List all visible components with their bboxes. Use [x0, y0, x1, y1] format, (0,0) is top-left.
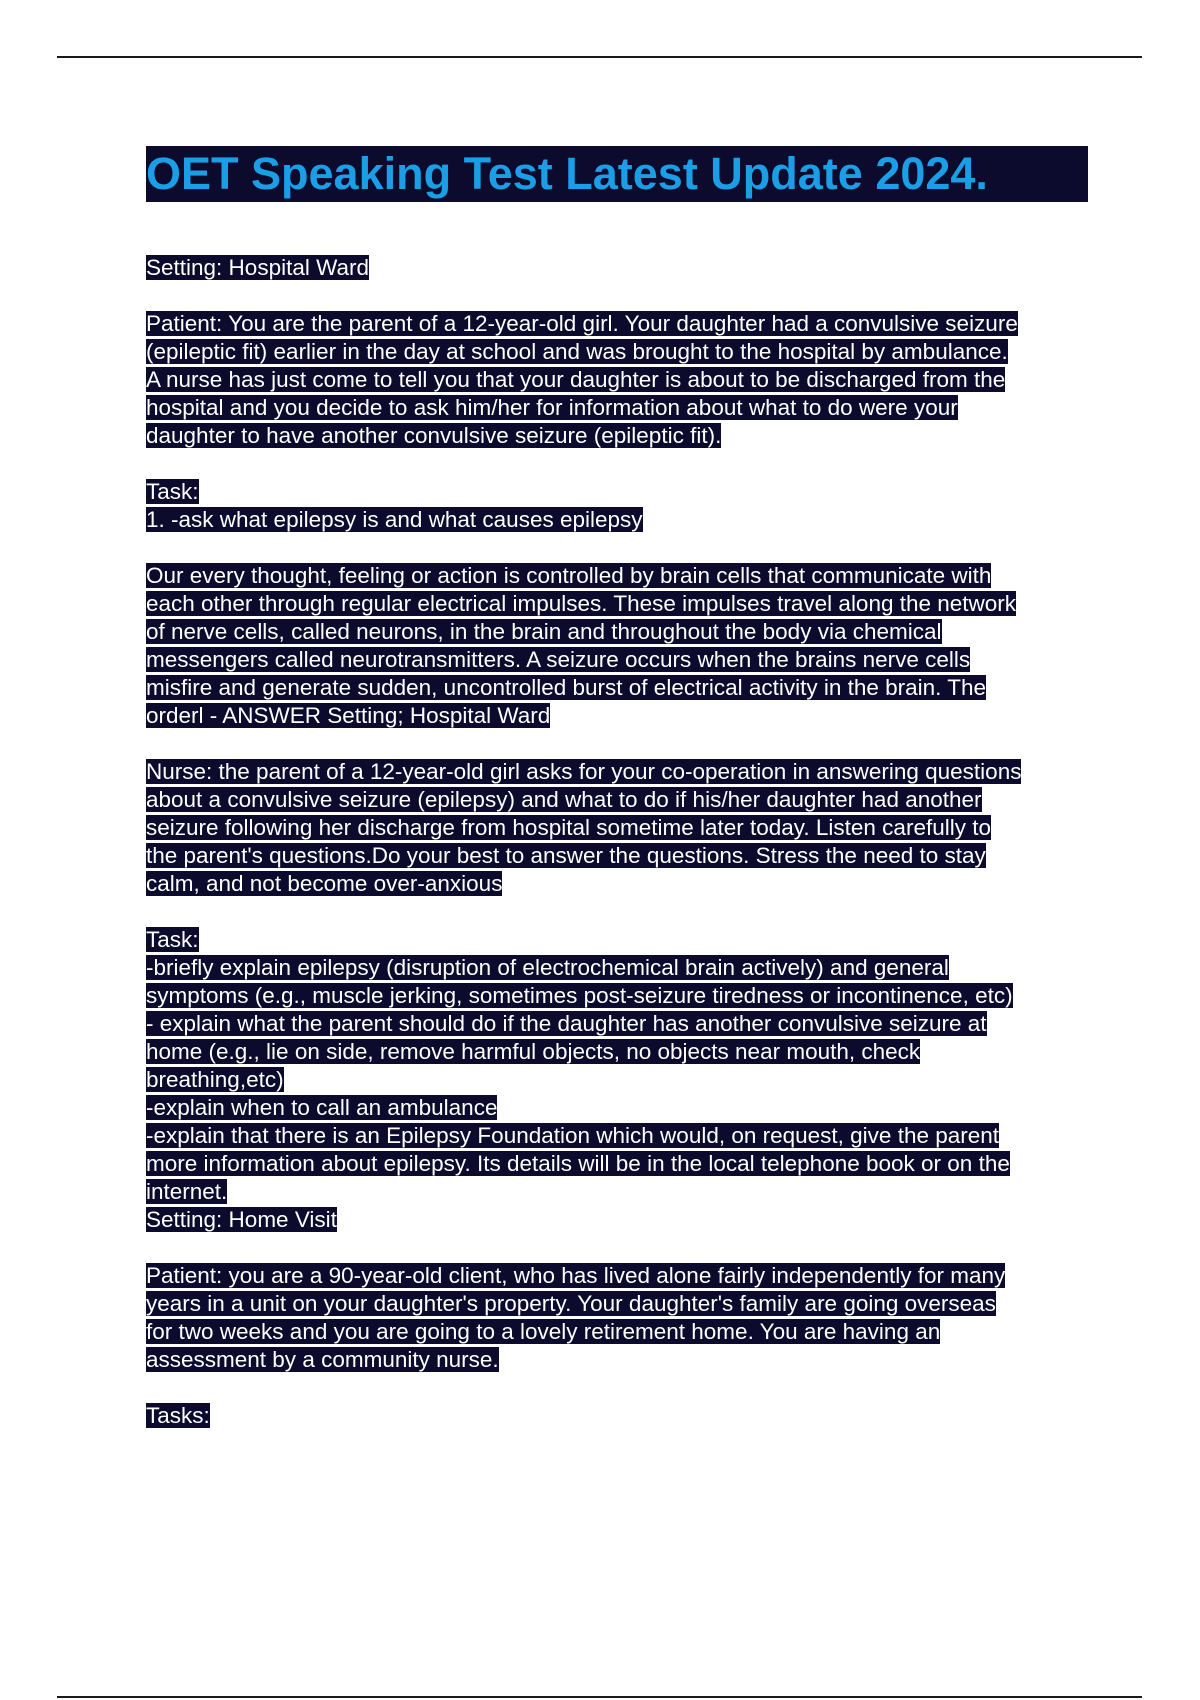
highlighted-text: Patient: you are a 90-year-old client, who has lived alone fairly independently for many — [146, 1263, 1006, 1288]
paragraph-gap — [146, 1374, 1146, 1402]
highlighted-text: more information about epilepsy. Its details will be in the local telephone book or on the — [146, 1151, 1010, 1176]
text-line — [146, 506, 1146, 534]
text-line — [146, 254, 1146, 282]
text-line — [146, 422, 1146, 450]
text-line — [146, 1066, 1146, 1094]
text-line — [146, 1346, 1146, 1374]
text-line — [146, 1122, 1146, 1150]
paragraph — [146, 1402, 1146, 1430]
highlighted-text: messengers called neurotransmitters. A seizure occurs when the brains nerve cells — [146, 647, 971, 672]
text-line — [146, 1178, 1146, 1206]
highlighted-text: seizure following her discharge from hospital sometime later today. Listen carefully to — [146, 815, 991, 840]
highlighted-text: -briefly explain epilepsy (disruption of electrochemical brain actively) and general — [146, 955, 949, 980]
text-line — [146, 1402, 1146, 1430]
document-title: OET Speaking Test Latest Update 2024. — [146, 146, 1088, 202]
text-line — [146, 1094, 1146, 1122]
paragraph-gap — [146, 898, 1146, 926]
text-line — [146, 842, 1146, 870]
highlighted-text: Tasks: — [146, 1403, 210, 1428]
paragraph-gap — [146, 450, 1146, 478]
highlighted-text: the parent's questions.Do your best to answer the questions. Stress the need to stay — [146, 843, 986, 868]
text-line — [146, 702, 1146, 730]
text-line — [146, 814, 1146, 842]
text-line — [146, 1010, 1146, 1038]
text-line — [146, 1262, 1146, 1290]
highlighted-text: each other through regular electrical impulses. These impulses travel along the network — [146, 591, 1017, 616]
highlighted-text: hospital and you decide to ask him/her for information about what to do were your — [146, 395, 958, 420]
text-line — [146, 310, 1146, 338]
highlighted-text: of nerve cells, called neurons, in the brain and throughout the body via chemical — [146, 619, 942, 644]
bottom-rule — [57, 1696, 1142, 1698]
text-line — [146, 1206, 1146, 1234]
highlighted-text: assessment by a community nurse. — [146, 1347, 499, 1372]
top-rule — [57, 56, 1142, 58]
highlighted-text: years in a unit on your daughter's property. Your daughter's family are going overseas — [146, 1291, 996, 1316]
highlighted-text: Patient: You are the parent of a 12-year-old girl. Your daughter had a convulsive seizure — [146, 311, 1018, 336]
highlighted-text: - explain what the parent should do if the daughter has another convulsive seizure at — [146, 1011, 987, 1036]
highlighted-text: for two weeks and you are going to a lovely retirement home. You are having an — [146, 1319, 941, 1344]
text-line — [146, 1150, 1146, 1178]
highlighted-text: (epileptic fit) earlier in the day at school and was brought to the hospital by ambulance. — [146, 339, 1008, 364]
text-line — [146, 338, 1146, 366]
highlighted-text: -explain that there is an Epilepsy Foundation which would, on request, give the parent — [146, 1123, 1000, 1148]
text-line — [146, 1290, 1146, 1318]
text-line — [146, 590, 1146, 618]
highlighted-text: internet. — [146, 1179, 228, 1204]
highlighted-text: Nurse: the parent of a 12-year-old girl asks for your co-operation in answering questions — [146, 759, 1022, 784]
paragraph — [146, 254, 1146, 282]
paragraph — [146, 926, 1146, 1234]
paragraph — [146, 1262, 1146, 1374]
highlighted-text: Setting: Hospital Ward — [146, 255, 370, 280]
paragraph — [146, 562, 1146, 730]
paragraph — [146, 478, 1146, 534]
highlighted-text: -explain when to call an ambulance — [146, 1095, 498, 1120]
highlighted-text: symptoms (e.g., muscle jerking, sometimes post-seizure tiredness or incontinence, etc) — [146, 983, 1013, 1008]
highlighted-text: about a convulsive seizure (epilepsy) and what to do if his/her daughter had another — [146, 787, 982, 812]
highlighted-text: Task: — [146, 927, 199, 952]
text-line — [146, 758, 1146, 786]
paragraph-gap — [146, 730, 1146, 758]
highlighted-text: daughter to have another convulsive seizure (epileptic fit). — [146, 423, 722, 448]
text-line — [146, 562, 1146, 590]
paragraph — [146, 758, 1146, 898]
text-line — [146, 1318, 1146, 1346]
text-blocks — [146, 254, 1146, 1430]
text-line — [146, 982, 1146, 1010]
text-line — [146, 478, 1146, 506]
paragraph — [146, 310, 1146, 450]
highlighted-text: breathing,etc) — [146, 1067, 284, 1092]
highlighted-text: home (e.g., lie on side, remove harmful objects, no objects near mouth, check — [146, 1039, 921, 1064]
text-line — [146, 926, 1146, 954]
highlighted-text: A nurse has just come to tell you that your daughter is about to be discharged from the — [146, 367, 1006, 392]
highlighted-text: orderl - ANSWER Setting; Hospital Ward — [146, 703, 551, 728]
text-line — [146, 618, 1146, 646]
highlighted-text: 1. -ask what epilepsy is and what causes epilepsy — [146, 507, 643, 532]
text-line — [146, 1038, 1146, 1066]
document-body — [146, 146, 1146, 1430]
highlighted-text: calm, and not become over-anxious — [146, 871, 503, 896]
text-line — [146, 674, 1146, 702]
text-line — [146, 954, 1146, 982]
text-line — [146, 646, 1146, 674]
paragraph-gap — [146, 534, 1146, 562]
paragraph-gap — [146, 282, 1146, 310]
text-line — [146, 870, 1146, 898]
text-line — [146, 366, 1146, 394]
highlighted-text: Setting: Home Visit — [146, 1207, 337, 1232]
highlighted-text: misfire and generate sudden, uncontrolled burst of electrical activity in the brain. The — [146, 675, 987, 700]
text-line — [146, 394, 1146, 422]
highlighted-text: Task: — [146, 479, 199, 504]
paragraph-gap — [146, 1234, 1146, 1262]
highlighted-text: Our every thought, feeling or action is controlled by brain cells that communicate with — [146, 563, 992, 588]
text-line — [146, 786, 1146, 814]
